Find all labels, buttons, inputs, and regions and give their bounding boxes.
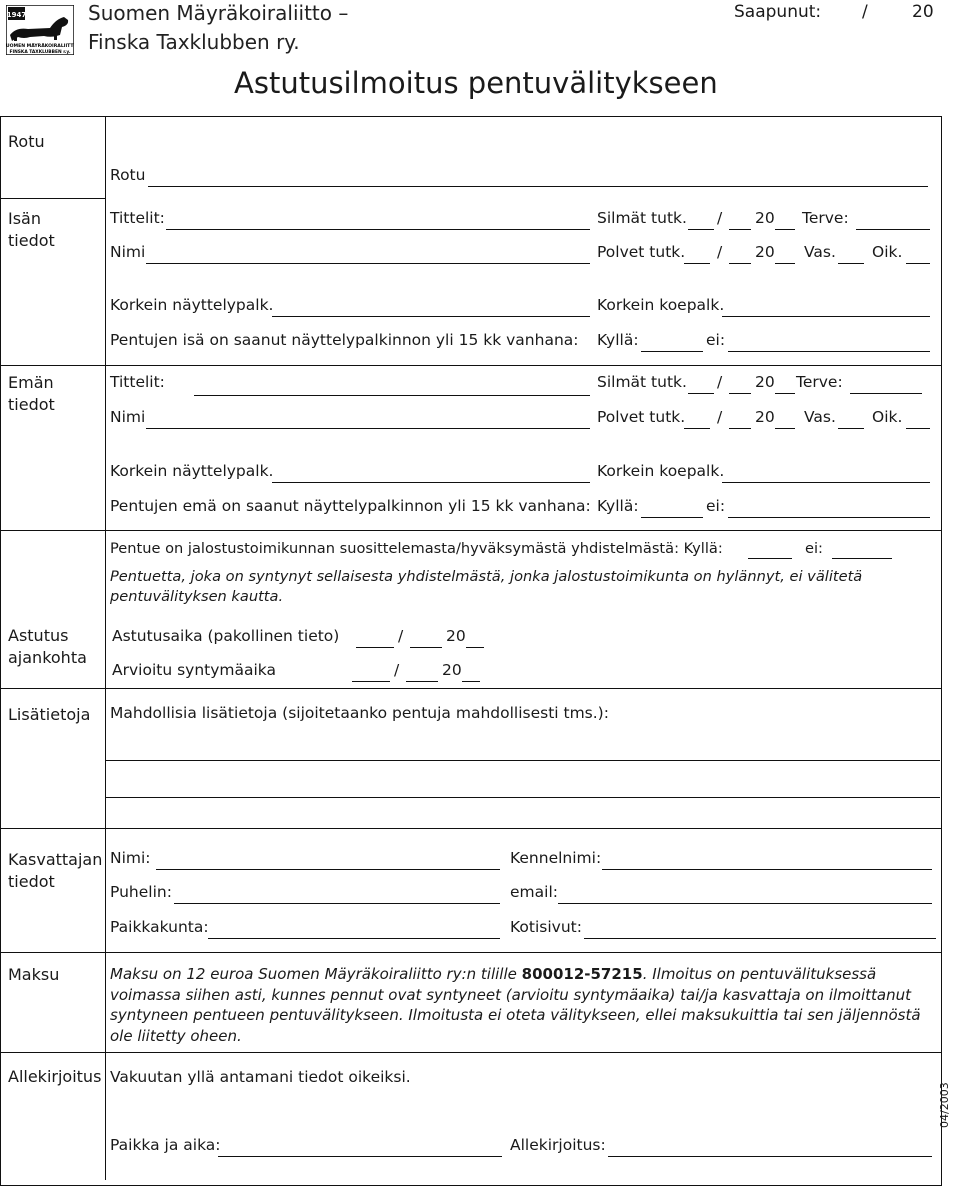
dam-show-award-label: Korkein näyttelypalk. [110, 462, 274, 480]
mating-month-line[interactable] [410, 647, 442, 648]
sire-name-label: Nimi [110, 243, 146, 261]
homepage-line[interactable] [584, 938, 936, 939]
section-rotu: Rotu [8, 132, 45, 151]
dam-titles-line[interactable] [194, 395, 590, 396]
sire-show-question: Pentujen isä on saanut näyttelypalkinnon yli 15 kk vanhana: [110, 331, 579, 349]
estimated-birth-label: Arvioitu syntymäaika [112, 661, 276, 679]
sire-titles-line[interactable] [166, 229, 590, 230]
dam-knees-year: 20 [755, 408, 775, 426]
divider-rotu [0, 198, 106, 199]
phone-line[interactable] [174, 903, 500, 904]
dam-healthy-line[interactable] [850, 393, 922, 394]
sire-right-line[interactable] [906, 263, 930, 264]
payment-text-1: Maksu on 12 euroa Suomen Mäyräkoiraliitto ry:n tilille [110, 965, 522, 983]
mating-date-label: Astutusaika (pakollinen tieto) [112, 627, 340, 645]
breeder-name-line[interactable] [156, 869, 500, 870]
dam-eyes-sep: / [717, 373, 723, 391]
dam-left-line[interactable] [838, 428, 864, 429]
label-column-divider [105, 116, 106, 1180]
recommended-yes-line[interactable] [748, 558, 792, 559]
dam-eyes-month-line[interactable] [729, 393, 751, 394]
dam-knees-sep: / [717, 408, 723, 426]
extra-info-line-2[interactable] [106, 797, 940, 798]
dam-titles-label: Tittelit: [110, 373, 165, 391]
place-date-line[interactable] [218, 1156, 502, 1157]
dam-no-line[interactable] [728, 517, 930, 518]
section-mating-line1: Astutus [8, 626, 69, 645]
sire-no-label: ei: [706, 331, 726, 349]
received-year: 20 [912, 2, 934, 22]
section-dam-line2: tiedot [8, 395, 55, 414]
dam-eyes-label: Silmät tutk. [597, 373, 687, 391]
dam-healthy-label: Terve: [796, 373, 843, 391]
recommended-combination-text: Pentue on jalostustoimikunnan suosittelemasta/hyväksymästä yhdistelmästä: Kyllä: [110, 540, 723, 557]
breeder-name-label: Nimi: [110, 849, 151, 867]
mating-day-line[interactable] [356, 647, 394, 648]
received-sep: / [862, 2, 868, 22]
signature-line[interactable] [608, 1156, 932, 1157]
sire-left-label: Vas. [804, 243, 836, 261]
divider-mating [0, 688, 942, 689]
signature-label: Allekirjoitus: [510, 1136, 606, 1154]
dam-yes-line[interactable] [641, 517, 703, 518]
org-name-line1: Suomen Mäyräkoiraliitto – [88, 1, 349, 25]
dam-left-label: Vas. [804, 408, 836, 426]
kennel-name-label: Kennelnimi: [510, 849, 602, 867]
extra-info-label: Mahdollisia lisätietoja (sijoitetaanko pentuja mahdollisesti tms.): [110, 704, 609, 722]
section-breeder-line1: Kasvattajan [8, 850, 103, 869]
sire-name-line[interactable] [146, 263, 590, 264]
received-label: Saapunut: [734, 2, 822, 22]
sire-eyes-sep: / [717, 209, 723, 227]
divider-payment [0, 1052, 942, 1053]
section-dam-line1: Emän [8, 373, 54, 392]
mating-year: 20 [446, 627, 466, 645]
sire-knees-day-line[interactable] [684, 263, 710, 264]
sire-healthy-label: Terve: [802, 209, 849, 227]
extra-info-line-1[interactable] [106, 760, 940, 761]
town-label: Paikkakunta: [110, 918, 209, 936]
club-logo [6, 5, 74, 55]
dam-eyes-year-line[interactable] [775, 393, 795, 394]
sire-left-line[interactable] [838, 263, 864, 264]
dam-trial-award-line[interactable] [722, 482, 930, 483]
dam-eyes-day-line[interactable] [688, 393, 714, 394]
kennel-name-line[interactable] [602, 869, 932, 870]
birth-sep: / [394, 661, 400, 679]
birth-year-line[interactable] [462, 681, 480, 682]
place-date-label: Paikka ja aika: [110, 1136, 221, 1154]
bank-account-number: 800012-57215 [521, 965, 643, 983]
sire-eyes-year-line[interactable] [775, 229, 795, 230]
divider-dam [0, 530, 942, 531]
sire-knees-label: Polvet tutk. [597, 243, 686, 261]
dam-eyes-year: 20 [755, 373, 775, 391]
breed-field-line[interactable] [148, 186, 928, 187]
recommended-no-line[interactable] [832, 558, 892, 559]
rejected-combination-note: Pentuetta, joka on syntynyt sellaisesta yhdistelmästä, jonka jalostustoimikunta on hylännyt, ei välitetä pentuvälityksen kautta. [110, 568, 863, 605]
logo-name: SUOMEN MÄYRÄKOIRALIITTO [6, 44, 74, 49]
org-name-line2: Finska Taxklubben ry. [88, 30, 300, 54]
dam-knees-year-line[interactable] [775, 428, 795, 429]
section-signature: Allekirjoitus [8, 1067, 102, 1086]
sire-knees-month-line[interactable] [729, 263, 751, 264]
page-title: Astutusilmoitus pentuvälitykseen [234, 66, 718, 100]
sire-knees-sep: / [717, 243, 723, 261]
sire-titles-label: Tittelit: [110, 209, 165, 227]
birth-day-line[interactable] [352, 681, 390, 682]
dam-name-line[interactable] [146, 428, 590, 429]
dam-knees-month-line[interactable] [729, 428, 751, 429]
mating-sep: / [398, 627, 404, 645]
recommended-no-label: ei: [805, 540, 823, 557]
sire-healthy-line[interactable] [856, 229, 930, 230]
sire-show-award-line[interactable] [272, 316, 590, 317]
divider-extra [0, 828, 942, 829]
sire-yes-label: Kyllä: [597, 331, 639, 349]
email-line[interactable] [558, 903, 932, 904]
divider-breeder [0, 952, 942, 953]
birth-month-line[interactable] [406, 681, 438, 682]
dam-trial-award-label: Korkein koepalk. [597, 462, 725, 480]
logo-name-swedish: FINSKA TAXKLUBBEN r.y. [9, 50, 71, 55]
payment-text-2: . Ilmoitus on pentuvälituksessä voimassa siihen asti, kunnes pennut ovat syntyneet (arvioitu syntymäaika) tai/ja kasvattaja on ilmoittanut syntyneen pentueen pentuvälitykseen. Ilmoitusta ei oteta välitykseen, ellei maksukuittia tai sen jäljennöstä ole liitetty oheen. [110, 965, 921, 1045]
dam-yes-label: Kyllä: [597, 497, 639, 515]
sire-yes-line[interactable] [641, 351, 703, 352]
homepage-label: Kotisivut: [510, 918, 582, 936]
dam-right-label: Oik. [872, 408, 903, 426]
section-payment: Maksu [8, 965, 60, 984]
mating-year-line[interactable] [466, 647, 484, 648]
section-sire-line2: tiedot [8, 231, 55, 250]
dam-right-line[interactable] [906, 428, 930, 429]
email-label: email: [510, 883, 558, 901]
phone-label: Puhelin: [110, 883, 172, 901]
sire-trial-award-line[interactable] [722, 316, 930, 317]
form-version-code: 04/2003 [938, 1082, 951, 1128]
section-sire-line1: Isän [8, 209, 41, 228]
birth-year: 20 [442, 661, 462, 679]
sire-eyes-year: 20 [755, 209, 775, 227]
sire-show-award-label: Korkein näyttelypalk. [110, 296, 274, 314]
dam-knees-day-line[interactable] [684, 428, 710, 429]
dam-show-question: Pentujen emä on saanut näyttelypalkinnon yli 15 kk vanhana: [110, 497, 591, 515]
sire-knees-year: 20 [755, 243, 775, 261]
dam-knees-label: Polvet tutk. [597, 408, 686, 426]
dam-show-award-line[interactable] [272, 482, 590, 483]
logo-year: 1947 [6, 11, 27, 19]
section-extra: Lisätietoja [8, 705, 91, 724]
breed-field-label: Rotu [110, 166, 146, 184]
section-mating-line2: ajankohta [8, 648, 87, 667]
sire-eyes-month-line[interactable] [729, 229, 751, 230]
sire-eyes-label: Silmät tutk. [597, 209, 687, 227]
section-breeder-line2: tiedot [8, 872, 55, 891]
sire-right-label: Oik. [872, 243, 903, 261]
sire-no-line[interactable] [728, 351, 930, 352]
sire-eyes-day-line[interactable] [688, 229, 714, 230]
dam-name-label: Nimi [110, 408, 146, 426]
declaration-text: Vakuutan yllä antamani tiedot oikeiksi. [110, 1068, 411, 1086]
dam-no-label: ei: [706, 497, 726, 515]
sire-knees-year-line[interactable] [775, 263, 795, 264]
sire-trial-award-label: Korkein koepalk. [597, 296, 725, 314]
divider-sire [0, 365, 942, 366]
payment-info [110, 964, 940, 1046]
town-line[interactable] [208, 938, 500, 939]
